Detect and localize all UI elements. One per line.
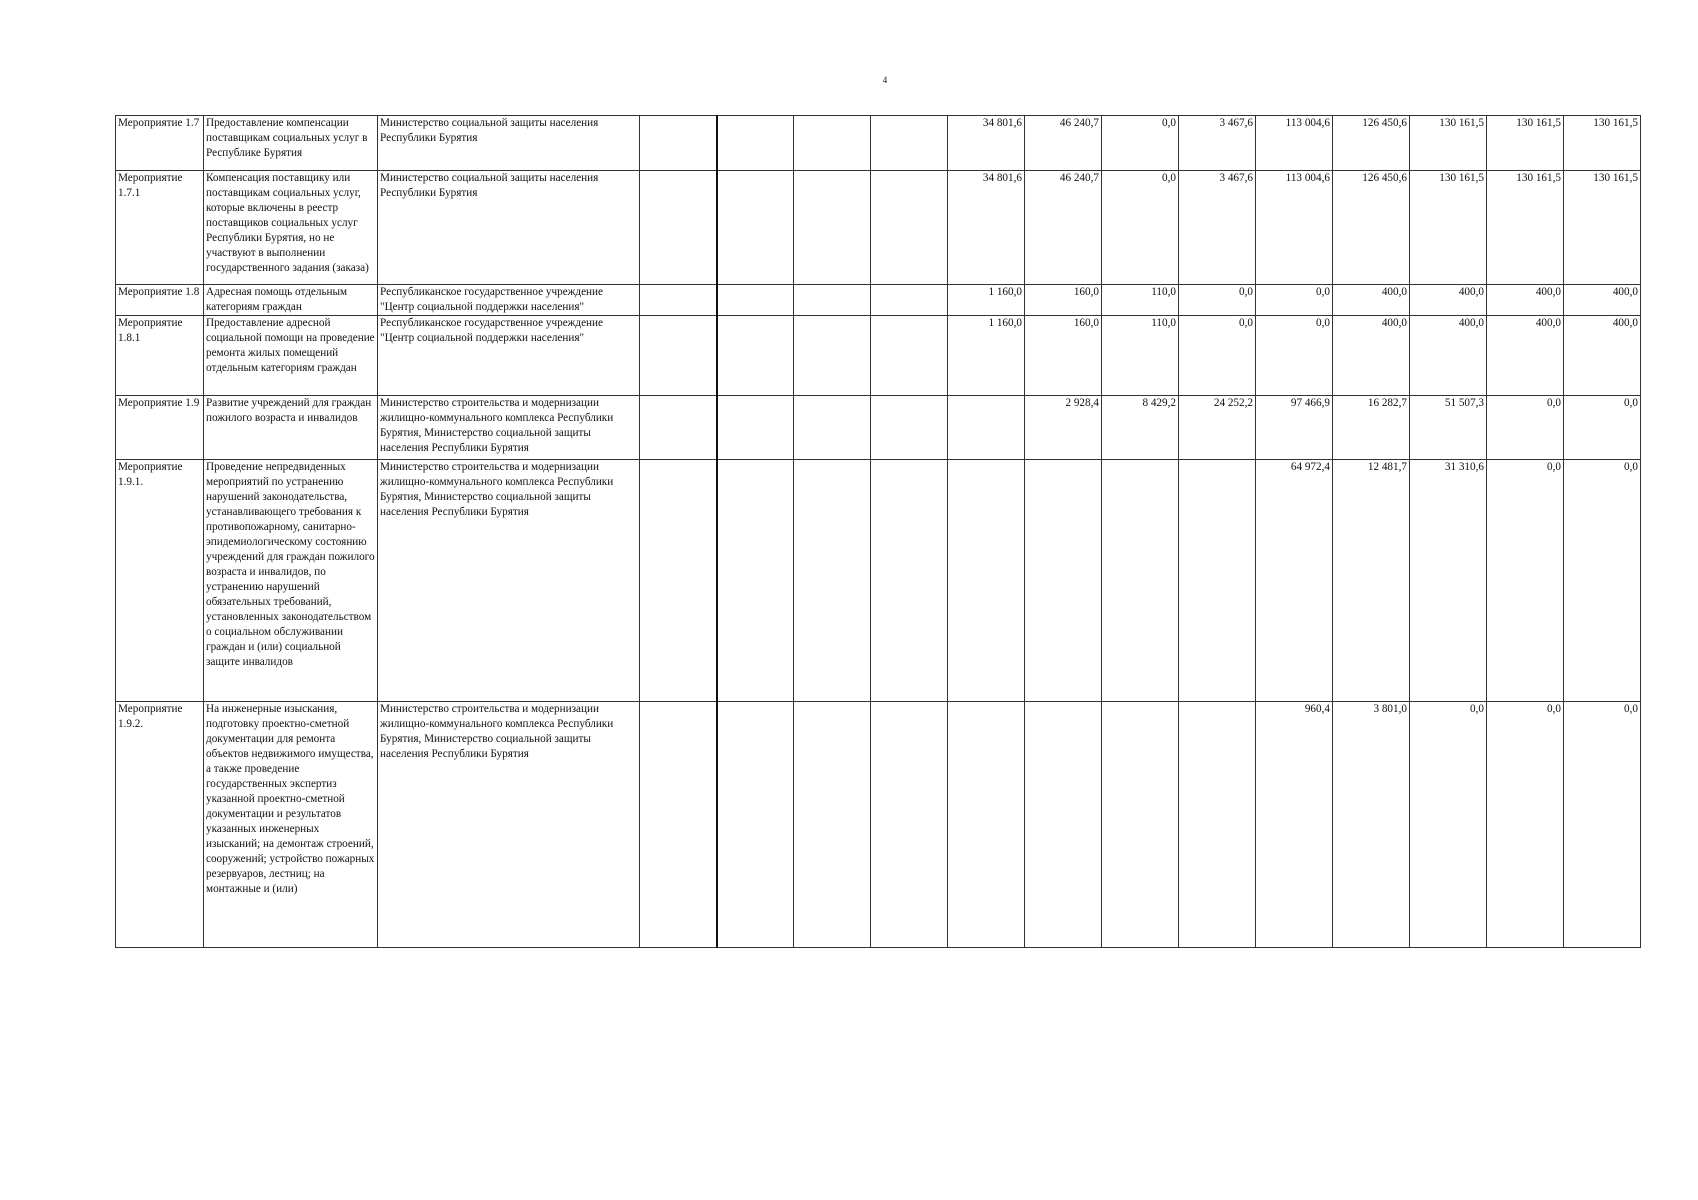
- executor-cell-text: Республиканское государственное учреждение "Центр социальной поддержки населения": [380, 317, 603, 344]
- amount-cell: [948, 460, 1025, 702]
- activity-code-cell: [116, 702, 204, 948]
- table-row: [116, 171, 1641, 285]
- amount-cell: [1564, 116, 1641, 171]
- amount-cell: [1179, 460, 1256, 702]
- amount-cell: [1025, 116, 1102, 171]
- table-row: [116, 316, 1641, 396]
- empty-cell: [717, 396, 794, 460]
- empty-cell: [794, 171, 871, 285]
- activity-code-cell-text: Мероприятие 1.8: [118, 286, 200, 298]
- amount-cell-text: 0,0: [1162, 172, 1176, 184]
- activity-name-cell-text: Компенсация поставщику или поставщикам социальных услуг, которые включены в реестр поставщиков социальных услуг Республики Бурятия, но не участвуют в выполнении государственного задания (заказа): [206, 172, 369, 274]
- amount-cell-text: 130 161,5: [1593, 117, 1638, 129]
- amount-cell-text: 400,0: [1381, 317, 1407, 329]
- amount-cell: [1256, 460, 1333, 702]
- activity-code-cell: [116, 460, 204, 702]
- amount-cell: [1564, 460, 1641, 702]
- empty-cell: [640, 171, 717, 285]
- amount-cell-text: 12 481,7: [1367, 461, 1407, 473]
- amount-cell-text: 113 004,6: [1285, 117, 1330, 129]
- empty-cell: [717, 171, 794, 285]
- activity-code-cell: [116, 396, 204, 460]
- amount-cell-text: 400,0: [1381, 286, 1407, 298]
- amount-cell-text: 400,0: [1458, 317, 1484, 329]
- amount-cell-text: 1 160,0: [988, 317, 1022, 329]
- empty-cell: [717, 116, 794, 171]
- activity-name-cell: [204, 316, 378, 396]
- amount-cell-text: 3 467,6: [1219, 117, 1253, 129]
- amount-cell-text: 0,0: [1239, 317, 1253, 329]
- empty-cell: [794, 460, 871, 702]
- amount-cell: [1333, 285, 1410, 316]
- empty-cell: [640, 460, 717, 702]
- amount-cell: [1333, 316, 1410, 396]
- amount-cell: [1487, 460, 1564, 702]
- executor-cell: [378, 285, 640, 316]
- amount-cell: [1256, 316, 1333, 396]
- executor-cell: [378, 116, 640, 171]
- amount-cell: [1564, 316, 1641, 396]
- executor-cell: [378, 460, 640, 702]
- amount-cell-text: 400,0: [1612, 317, 1638, 329]
- amount-cell-text: 113 004,6: [1285, 172, 1330, 184]
- amount-cell: [1256, 116, 1333, 171]
- amount-cell: [1487, 396, 1564, 460]
- amount-cell: [1487, 116, 1564, 171]
- empty-cell: [717, 702, 794, 948]
- empty-cell: [717, 460, 794, 702]
- amount-cell: [948, 285, 1025, 316]
- activity-code-cell: [116, 316, 204, 396]
- amount-cell: [1025, 285, 1102, 316]
- amount-cell-text: 24 252,2: [1213, 397, 1253, 409]
- activity-code-cell: [116, 116, 204, 171]
- amount-cell-text: 0,0: [1316, 286, 1330, 298]
- amount-cell: [1102, 396, 1179, 460]
- amount-cell: [948, 316, 1025, 396]
- empty-cell: [871, 285, 948, 316]
- amount-cell: [1179, 702, 1256, 948]
- activity-name-cell-text: Предоставление адресной социальной помощи на проведение ремонта жилых помещений отдельным категориям граждан: [206, 317, 375, 374]
- amount-cell: [1410, 116, 1487, 171]
- amount-cell: [1410, 396, 1487, 460]
- executor-cell-text: Министерство строительства и модернизации жилищно-коммунального комплекса Республики Бурятия, Министерство социальной защиты населения Республики Бурятия: [380, 461, 614, 518]
- activity-code-cell-text: Мероприятие 1.9: [118, 397, 200, 409]
- amount-cell-text: 130 161,5: [1516, 117, 1561, 129]
- amount-cell-text: 960,4: [1304, 703, 1330, 715]
- empty-cell: [794, 396, 871, 460]
- amount-cell: [1025, 171, 1102, 285]
- amount-cell: [1102, 285, 1179, 316]
- empty-cell: [794, 285, 871, 316]
- amount-cell-text: 400,0: [1535, 317, 1561, 329]
- activity-name-cell-text: Предоставление компенсации поставщикам социальных услуг в Республике Бурятия: [206, 117, 368, 159]
- executor-cell-text: Республиканское государственное учреждение "Центр социальной поддержки населения": [380, 286, 603, 313]
- amount-cell: [1410, 460, 1487, 702]
- empty-cell: [871, 396, 948, 460]
- amount-cell: [1333, 460, 1410, 702]
- empty-cell: [871, 116, 948, 171]
- amount-cell: [1179, 396, 1256, 460]
- amount-cell-text: 3 801,0: [1373, 703, 1407, 715]
- amount-cell-text: 3 467,6: [1219, 172, 1253, 184]
- amount-cell: [1102, 171, 1179, 285]
- amount-cell: [1179, 285, 1256, 316]
- empty-cell: [717, 316, 794, 396]
- amount-cell: [1256, 702, 1333, 948]
- amount-cell-text: 97 466,9: [1290, 397, 1330, 409]
- activity-code-cell-text: Мероприятие 1.9.1.: [118, 461, 183, 488]
- amount-cell-text: 16 282,7: [1367, 397, 1407, 409]
- activity-code-cell-text: Мероприятие 1.8.1: [118, 317, 183, 344]
- empty-cell: [871, 316, 948, 396]
- amount-cell-text: 0,0: [1470, 703, 1484, 715]
- activity-name-cell-text: Развитие учреждений для граждан пожилого возраста и инвалидов: [206, 397, 372, 424]
- amount-cell-text: 31 310,6: [1444, 461, 1484, 473]
- amount-cell: [1102, 116, 1179, 171]
- empty-cell: [640, 285, 717, 316]
- executor-cell: [378, 702, 640, 948]
- table-row: [116, 116, 1641, 171]
- amount-cell: [1410, 316, 1487, 396]
- amount-cell-text: 160,0: [1073, 317, 1099, 329]
- executor-cell-text: Министерство строительства и модернизации жилищно-коммунального комплекса Республики Бурятия, Министерство социальной защиты населения Республики Бурятия: [380, 703, 614, 760]
- executor-cell: [378, 396, 640, 460]
- amount-cell: [1179, 316, 1256, 396]
- activity-name-cell: [204, 171, 378, 285]
- amount-cell: [1025, 396, 1102, 460]
- amount-cell: [1102, 702, 1179, 948]
- amount-cell-text: 64 972,4: [1290, 461, 1330, 473]
- amount-cell-text: 0,0: [1316, 317, 1330, 329]
- amount-cell: [1333, 116, 1410, 171]
- amount-cell: [1256, 171, 1333, 285]
- amount-cell: [1487, 285, 1564, 316]
- amount-cell-text: 0,0: [1547, 703, 1561, 715]
- empty-cell: [794, 116, 871, 171]
- amount-cell-text: 0,0: [1624, 397, 1638, 409]
- empty-cell: [871, 460, 948, 702]
- amount-cell: [1025, 460, 1102, 702]
- amount-cell: [1487, 171, 1564, 285]
- amount-cell: [1025, 702, 1102, 948]
- executor-cell-text: Министерство социальной защиты населения Республики Бурятия: [380, 117, 599, 144]
- activity-name-cell-text: Проведение непредвиденных мероприятий по устранению нарушений законодательства, устанавливающего требования к противопожарному, санитарно-эпидемиологическому состоянию учреждений для граждан пожилого возраста и инвалидов, по устранению нарушений обязательных требований, установленных законодательством о социальном обслуживании граждан и (или) социальной защите инвалидов: [206, 461, 375, 668]
- amount-cell: [1333, 702, 1410, 948]
- table-row: [116, 702, 1641, 948]
- empty-cell: [871, 171, 948, 285]
- amount-cell-text: 400,0: [1535, 286, 1561, 298]
- empty-cell: [640, 702, 717, 948]
- table-body: [116, 116, 1641, 948]
- activity-code-cell: [116, 171, 204, 285]
- amount-cell: [1564, 171, 1641, 285]
- amount-cell-text: 34 801,6: [982, 172, 1022, 184]
- amount-cell: [1333, 396, 1410, 460]
- activity-code-cell: [116, 285, 204, 316]
- executor-cell: [378, 171, 640, 285]
- amount-cell-text: 0,0: [1547, 397, 1561, 409]
- table-row: [116, 285, 1641, 316]
- empty-cell: [640, 396, 717, 460]
- page-number: 4: [882, 75, 888, 85]
- executor-cell: [378, 316, 640, 396]
- amount-cell-text: 2 928,4: [1065, 397, 1099, 409]
- amount-cell-text: 130 161,5: [1439, 172, 1484, 184]
- amount-cell: [1564, 285, 1641, 316]
- amount-cell: [1179, 171, 1256, 285]
- empty-cell: [871, 702, 948, 948]
- activity-name-cell: [204, 116, 378, 171]
- amount-cell: [1410, 702, 1487, 948]
- executor-cell-text: Министерство социальной защиты населения Республики Бурятия: [380, 172, 599, 199]
- amount-cell-text: 130 161,5: [1516, 172, 1561, 184]
- amount-cell-text: 0,0: [1239, 286, 1253, 298]
- table-row: [116, 460, 1641, 702]
- amount-cell: [1564, 702, 1641, 948]
- table-row: [116, 396, 1641, 460]
- amount-cell: [1487, 316, 1564, 396]
- amount-cell-text: 0,0: [1547, 461, 1561, 473]
- activity-name-cell: [204, 460, 378, 702]
- amount-cell-text: 110,0: [1151, 317, 1176, 329]
- amount-cell: [948, 396, 1025, 460]
- activity-code-cell-text: Мероприятие 1.7.1: [118, 172, 183, 199]
- empty-cell: [717, 285, 794, 316]
- amount-cell-text: 34 801,6: [982, 117, 1022, 129]
- amount-cell-text: 51 507,3: [1444, 397, 1484, 409]
- amount-cell: [948, 116, 1025, 171]
- empty-cell: [794, 702, 871, 948]
- executor-cell-text: Министерство строительства и модернизации жилищно-коммунального комплекса Республики Бурятия, Министерство социальной защиты населения Республики Бурятия: [380, 397, 614, 454]
- amount-cell: [1487, 702, 1564, 948]
- amount-cell-text: 400,0: [1612, 286, 1638, 298]
- amount-cell-text: 1 160,0: [988, 286, 1022, 298]
- amount-cell-text: 0,0: [1624, 703, 1638, 715]
- amount-cell-text: 8 429,2: [1142, 397, 1176, 409]
- amount-cell-text: 130 161,5: [1593, 172, 1638, 184]
- amount-cell: [1256, 396, 1333, 460]
- amount-cell: [1102, 316, 1179, 396]
- activity-name-cell: [204, 702, 378, 948]
- empty-cell: [640, 116, 717, 171]
- amount-cell-text: 0,0: [1624, 461, 1638, 473]
- amount-cell-text: 126 450,6: [1362, 117, 1407, 129]
- empty-cell: [640, 316, 717, 396]
- amount-cell-text: 110,0: [1151, 286, 1176, 298]
- amount-cell: [1333, 171, 1410, 285]
- amount-cell: [1256, 285, 1333, 316]
- amount-cell: [948, 702, 1025, 948]
- amount-cell: [1025, 316, 1102, 396]
- empty-cell: [794, 316, 871, 396]
- activity-name-cell: [204, 285, 378, 316]
- amount-cell-text: 400,0: [1458, 286, 1484, 298]
- activity-name-cell-text: На инженерные изыскания, подготовку проектно-сметной документации для ремонта объектов недвижимого имущества, а также проведение государственных экспертиз указанной проектно-сметной документации и результатов указанных инженерных изысканий; на демонтаж строений, сооружений; устройство пожарных резервуаров, лестниц; на монтажные и (или): [206, 703, 375, 895]
- amount-cell: [1410, 171, 1487, 285]
- activity-name-cell: [204, 396, 378, 460]
- amount-cell: [1564, 396, 1641, 460]
- amount-cell: [948, 171, 1025, 285]
- program-activities-table: [115, 115, 1641, 948]
- amount-cell-text: 160,0: [1073, 286, 1099, 298]
- amount-cell: [1102, 460, 1179, 702]
- amount-cell: [1410, 285, 1487, 316]
- amount-cell-text: 130 161,5: [1439, 117, 1484, 129]
- amount-cell: [1179, 116, 1256, 171]
- amount-cell-text: 46 240,7: [1059, 117, 1099, 129]
- amount-cell-text: 0,0: [1162, 117, 1176, 129]
- activity-code-cell-text: Мероприятие 1.7: [118, 117, 200, 129]
- amount-cell-text: 46 240,7: [1059, 172, 1099, 184]
- amount-cell-text: 126 450,6: [1362, 172, 1407, 184]
- activity-name-cell-text: Адресная помощь отдельным категориям граждан: [206, 286, 348, 313]
- activity-code-cell-text: Мероприятие 1.9.2.: [118, 703, 183, 730]
